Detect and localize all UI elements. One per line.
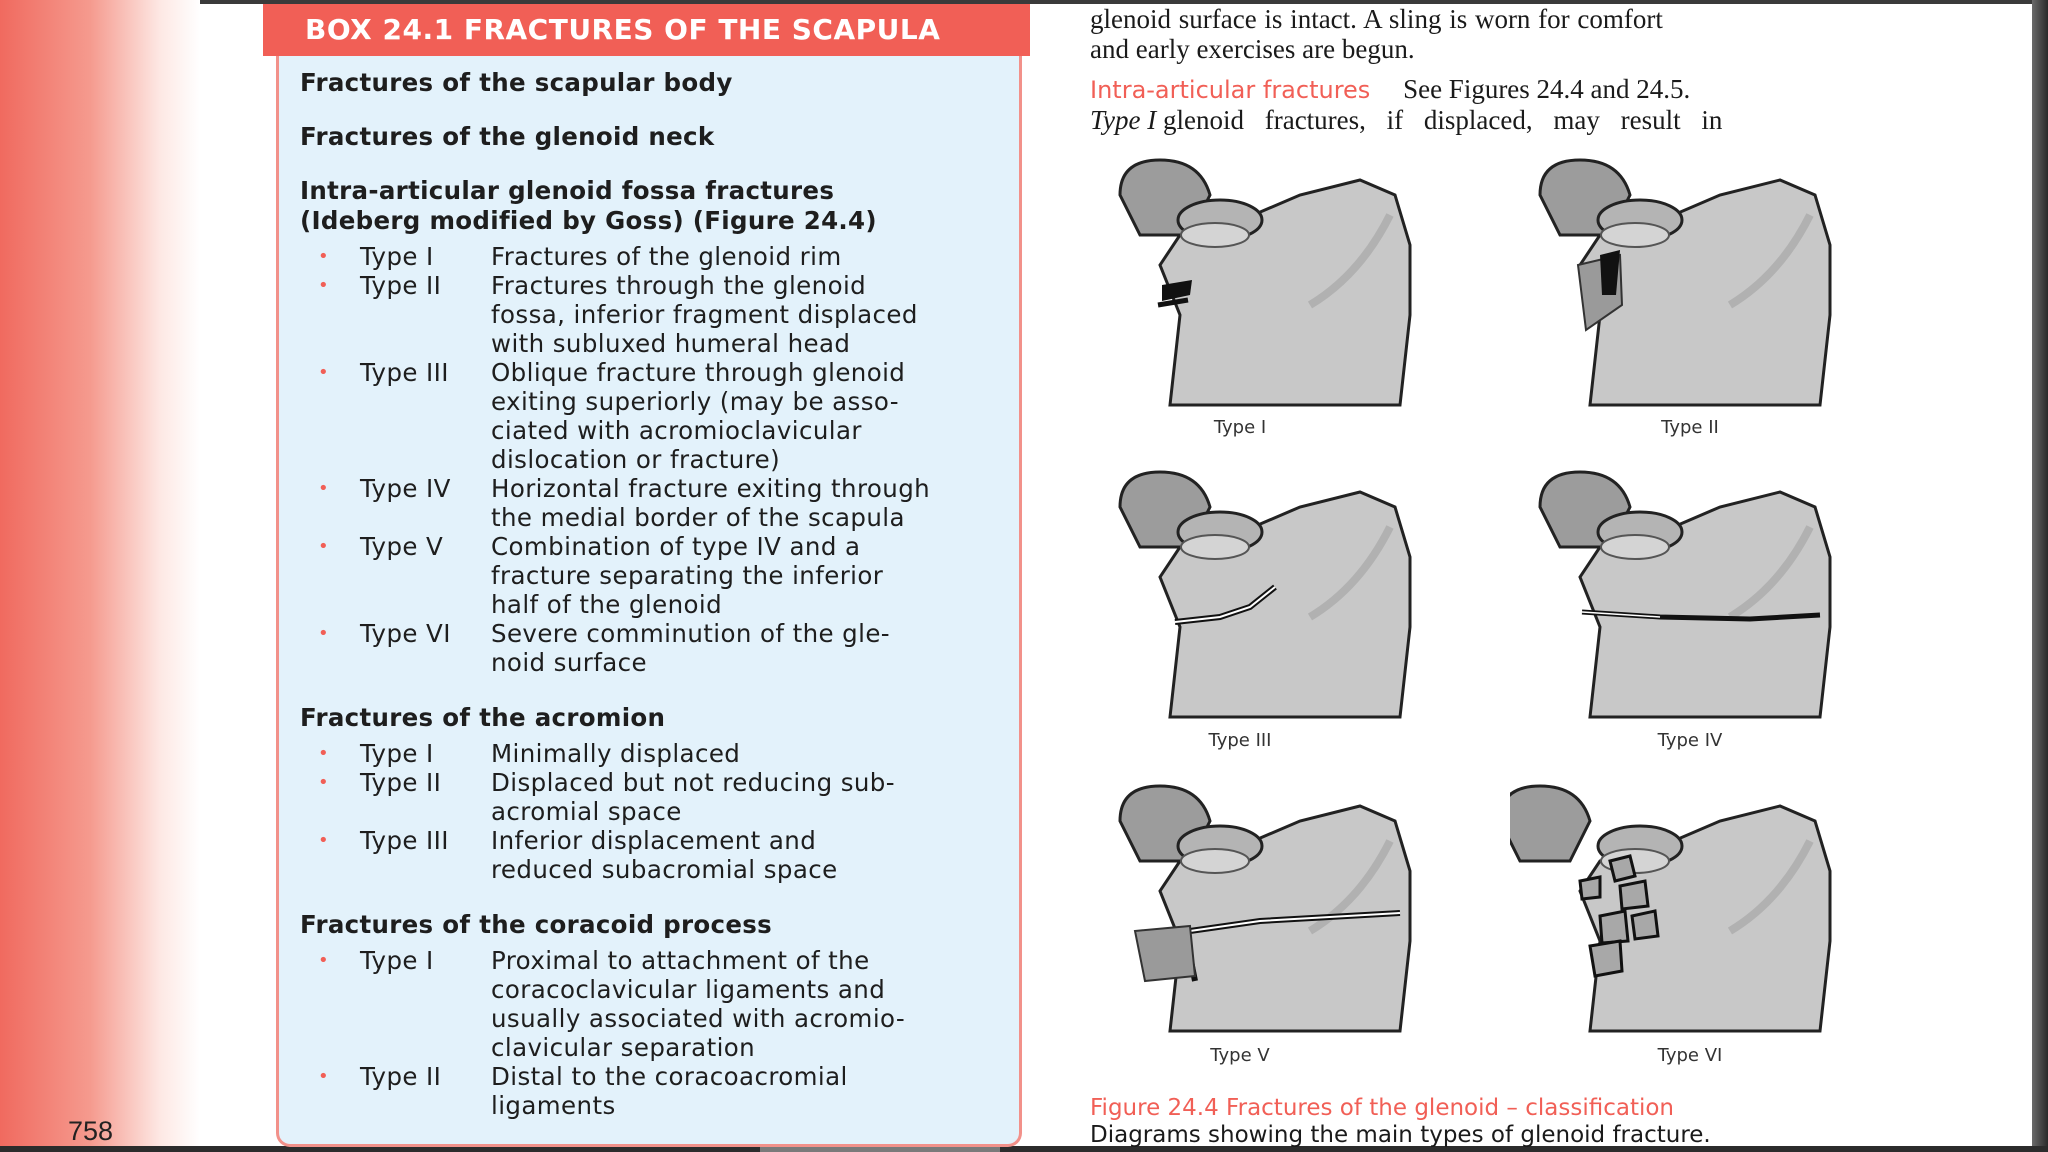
glenoid-diagram: [1510, 781, 1870, 1041]
bullet-icon: •: [318, 623, 330, 644]
type-list: [300, 739, 1000, 884]
section-heading: Fractures of the coracoid process: [300, 910, 773, 939]
bullet-icon: •: [318, 772, 330, 793]
item-type: Type V: [360, 532, 444, 561]
diagram-label: Type III: [1208, 730, 1272, 751]
item-description: Fractures through the glenoid fossa, inferior fragment displaced with subluxed humeral head: [491, 271, 918, 358]
list-item: [300, 619, 1000, 677]
item-type: Type II: [360, 1062, 442, 1091]
box-section: [300, 176, 1000, 677]
list-item: [300, 946, 1000, 1062]
type-list: [300, 242, 1000, 677]
list-item: [300, 768, 1000, 826]
item-type: Type II: [360, 271, 442, 300]
item-type: Type VI: [360, 619, 451, 648]
item-description: Distal to the coracoacromial ligaments: [491, 1062, 848, 1120]
list-item: [300, 474, 1000, 532]
glenoid-fracture-figure: [1090, 155, 1870, 1085]
item-type: Type I: [360, 739, 434, 768]
box-title: BOX 24.1 FRACTURES OF THE SCAPULA: [263, 4, 1030, 56]
figure-caption-title: Figure 24.4 Fractures of the glenoid – classification: [1090, 1095, 1675, 1121]
glenoid-diagram: [1090, 155, 1450, 415]
section-heading: Intra-articular glenoid fossa fractures (Ideberg modified by Goss) (Figure 24.4): [300, 176, 877, 235]
item-type: Type IV: [360, 474, 451, 503]
item-type: Type I: [360, 946, 434, 975]
bullet-icon: •: [318, 743, 330, 764]
list-item: [300, 826, 1000, 884]
item-description: Fractures of the glenoid rim: [491, 242, 842, 271]
bullet-icon: •: [318, 830, 330, 851]
item-description: Displaced but not reducing sub- acromial space: [491, 768, 895, 826]
body-line-4-rest: glenoid fractures, if displaced, may result in: [1162, 105, 1723, 135]
section-heading: Fractures of the scapular body: [300, 68, 733, 97]
item-type: Type III: [360, 826, 449, 855]
page-side-decoration: [0, 0, 200, 1152]
item-type: Type II: [360, 768, 442, 797]
body-line-4: [1090, 105, 1854, 135]
list-item: [300, 271, 1000, 358]
list-item: [300, 739, 1000, 768]
item-type: Type III: [360, 358, 449, 387]
list-item: [300, 358, 1000, 474]
glenoid-diagram: [1510, 467, 1870, 727]
window-right-edge: [2032, 0, 2048, 1152]
diagram-label: Type I: [1213, 417, 1267, 438]
list-item: [300, 1062, 1000, 1120]
diagram-label: Type IV: [1657, 730, 1723, 751]
box-section: [300, 910, 1000, 1120]
diagram-label: Type V: [1210, 1045, 1270, 1066]
section-label-intra-articular: Intra-articular fractures: [1090, 76, 1371, 104]
body-line-3: [1090, 74, 1854, 105]
body-line: glenoid surface is intact. A sling is worn for comfort: [1090, 4, 1663, 34]
diagram-label: Type VI: [1657, 1045, 1723, 1066]
item-description: Horizontal fracture exiting through the medial border of the scapula: [491, 474, 931, 532]
bullet-icon: •: [318, 246, 330, 267]
list-item: [300, 532, 1000, 619]
box-content: [300, 68, 1000, 1146]
type-italic: Type I: [1090, 105, 1157, 135]
item-description: Oblique fracture through glenoid exiting superiorly (may be asso- ciated with acromioclavicular dislocation or fracture): [491, 358, 906, 474]
figure-caption-text: Diagrams showing the main types of glenoid fracture.: [1090, 1122, 1711, 1148]
bullet-icon: •: [318, 478, 330, 499]
bullet-icon: •: [318, 275, 330, 296]
bullet-icon: •: [318, 362, 330, 383]
item-description: Minimally displaced: [491, 739, 741, 768]
bullet-icon: •: [318, 536, 330, 557]
box-section: [300, 122, 1000, 152]
glenoid-diagram: [1090, 467, 1450, 727]
item-description: Inferior displacement and reduced subacromial space: [491, 826, 838, 884]
body-line: and early exercises are begun.: [1090, 34, 1415, 64]
item-description: Combination of type IV and a fracture separating the inferior half of the glenoid: [491, 532, 884, 619]
body-text: [1090, 4, 1854, 135]
glenoid-diagram: [1510, 155, 1870, 415]
item-description: Proximal to attachment of the coracoclavicular ligaments and usually associated with acromio- clavicular separation: [491, 946, 906, 1062]
bullet-icon: •: [318, 1066, 330, 1087]
figure-reference: See Figures 24.4 and 24.5.: [1403, 74, 1691, 104]
bullet-icon: •: [318, 950, 330, 971]
type-list: [300, 946, 1000, 1120]
section-heading: Fractures of the acromion: [300, 703, 666, 732]
item-type: Type I: [360, 242, 434, 271]
diagram-label: Type II: [1661, 417, 1719, 438]
section-heading: Fractures of the glenoid neck: [300, 122, 715, 151]
page-number: 758: [68, 1116, 114, 1146]
list-item: [300, 242, 1000, 271]
box-section: [300, 703, 1000, 884]
item-description: Severe comminution of the gle- noid surface: [491, 619, 891, 677]
glenoid-diagram: [1090, 781, 1450, 1041]
box-section: [300, 68, 1000, 98]
